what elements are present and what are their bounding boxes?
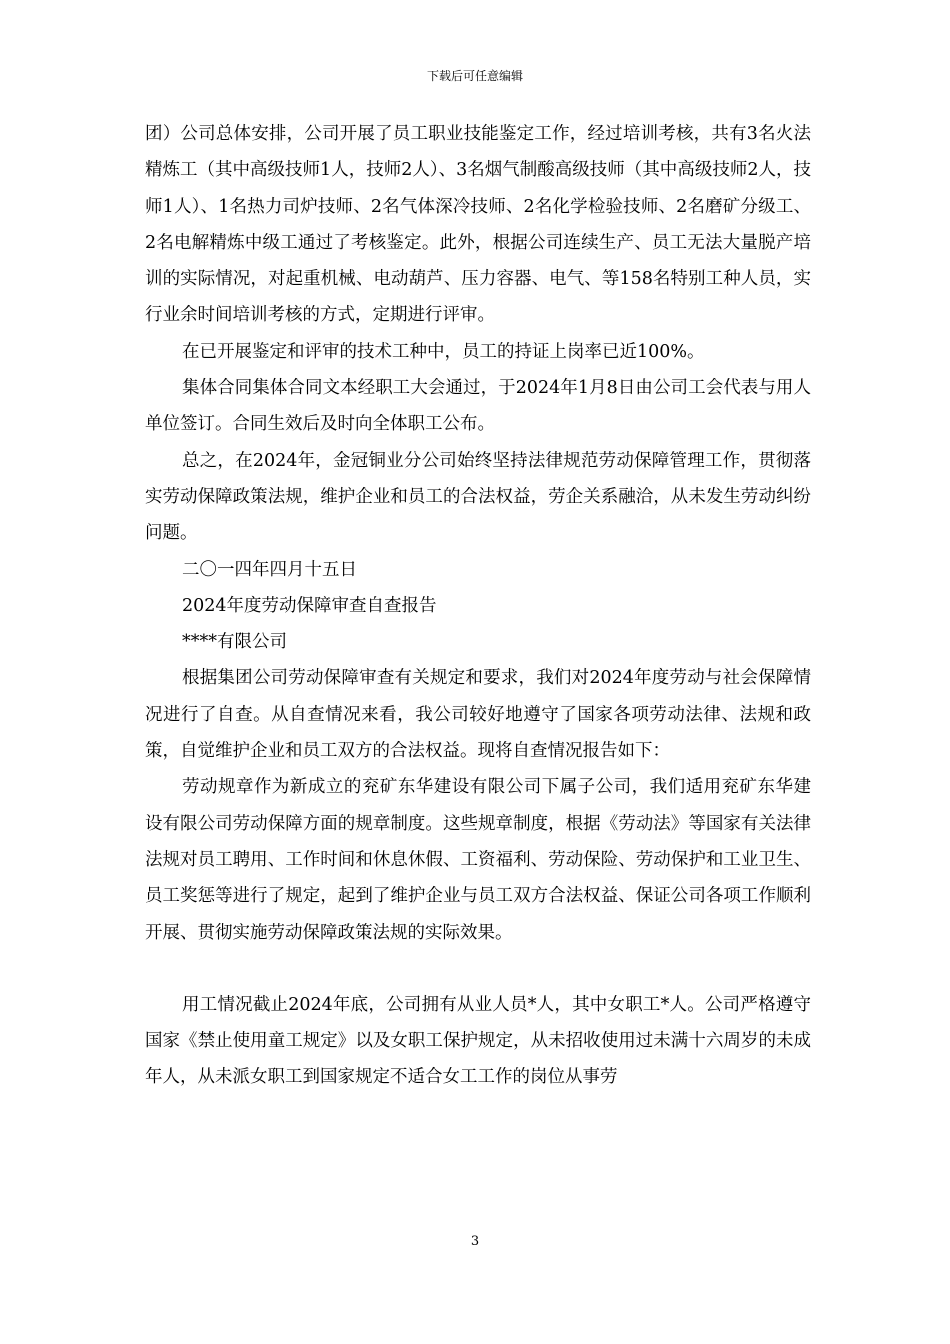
paragraph-company-name: ****有限公司: [182, 632, 287, 653]
paragraph-conclusion: 总之，在2024年，金冠铜业分公司始终坚持法律规范劳动保障管理工作，贯彻落实劳动保障政策法规，维护企业和员工的合法权益，劳企关系融洽，从未发生劳动纠纷问题。: [145, 450, 811, 544]
paragraph-collective-contract: 集体合同集体合同文本经职工大会通过，于2024年1月8日由公司工会代表与用人单位签订。合同生效后及时向全体职工公布。: [145, 378, 811, 435]
paragraph-labor-regulations: 劳动规章作为新成立的兖矿东华建设有限公司下属子公司，我们适用兖矿东华建设有限公司劳动保障方面的规章制度。这些规章制度，根据《劳动法》等国家有关法律法规对员工聘用、工作时间和休息休假、工资福利、劳动保险、劳动保护和工业卫生、员工奖惩等进行了规定，起到了维护企业与员工双方合法权益、保证公司各项工作顺利开展、贯彻实施劳动保障政策法规的实际效果。: [145, 777, 811, 943]
paragraph-report-title: 2024年度劳动保障审查自查报告: [182, 595, 437, 616]
paragraph-date: 二〇一四年四月十五日: [182, 559, 357, 580]
paragraph-skills-appraisal: 团）公司总体安排，公司开展了员工职业技能鉴定工作，经过培训考核，共有3名火法精炼工（其中高级技师1人，技师2人）、3名烟气制酸高级技师（其中高级技师2人，技师1人）、1名热力司炉技师、2名气体深冷技师、2名化学检验技师、2名磨矿分级工、2名电解精炼中级工通过了考核鉴定。此外，根据公司连续生产、员工无法大量脱产培训的实际情况，对起重机械、电动葫芦、压力容器、电气、等158名特别工种人员，实行业余时间培训考核的方式，定期进行评审。: [145, 124, 811, 326]
paragraph-employment: 用工情况截止2024年底，公司拥有从业人员*人，其中女职工*人。公司严格遵守国家《禁止使用童工规定》以及女职工保护规定，从未招收使用过未满十六周岁的未成年人，从未派女职工到国家规定不适合女工工作的岗位从事劳: [145, 994, 811, 1088]
paragraph-spacer: [145, 951, 811, 987]
document-body: [145, 116, 811, 1096]
paragraph-introduction: 根据集团公司劳动保障审查有关规定和要求，我们对2024年度劳动与社会保障情况进行了自查。从自查情况来看，我公司较好地遵守了国家各项劳动法律、法规和政策，自觉维护企业和员工双方的合法权益。现将自查情况报告如下：: [145, 668, 811, 762]
page-number: 3: [470, 1234, 480, 1249]
page-header: 下载后可任意编辑: [426, 69, 523, 83]
paragraph-certification-rate: 在已开展鉴定和评审的技术工种中，员工的持证上岗率已近100%。: [182, 341, 705, 362]
